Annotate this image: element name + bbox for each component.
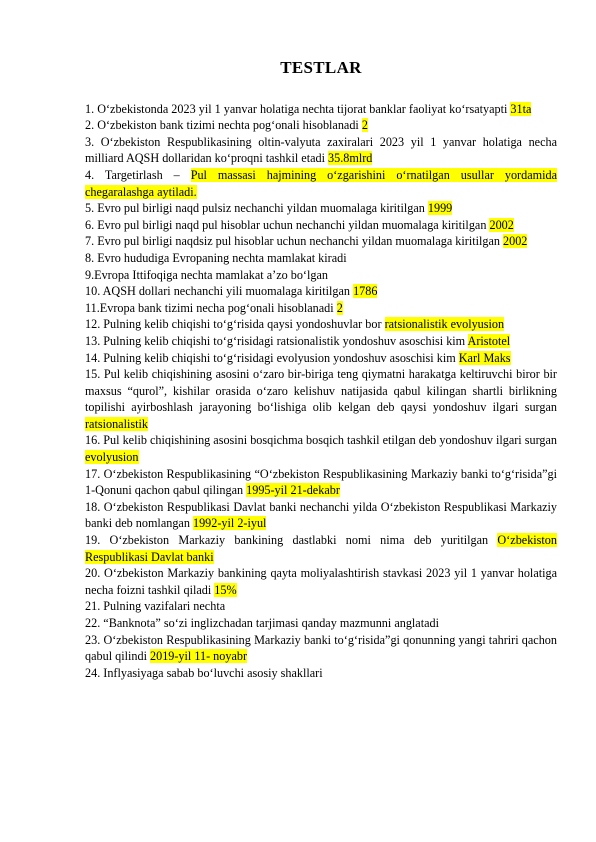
question-item [85,283,557,300]
question-text: 6. Evro pul birligi naqd pul hisoblar uchun nechanchi yildan muomalaga kiritilgan [85,217,490,232]
highlighted-answer: 15% [214,582,237,597]
question-item [85,333,557,350]
question-item [85,117,557,134]
question-text: 3. O‘zbekiston Respublikasining oltin-valyuta zaxiralari 2023 yil 1 yanvar holatiga necha milliard AQSH dollaridan ko‘proqni tashkil etadi [85,134,557,166]
highlighted-answer: 2 [361,118,368,133]
question-list [85,101,557,682]
question-text: 14. Pulning kelib chiqishi to‘g‘risidagi evolyusion yondoshuv asoschisi kim [85,350,459,365]
question-text: 23. O‘zbekiston Respublikasining Markaziy banki to‘g‘risida”gi qonunning yangi tahriri qachon qabul qilindi [85,632,557,664]
question-item [85,615,557,632]
question-text: 18. O‘zbekiston Respublikasi Davlat banki nechanchi yilda O‘zbekiston Respublikasi Markaziy banki deb nomlangan [85,499,557,531]
question-item [85,665,557,682]
highlighted-answer: Pul massasi hajmining o‘zgarishini o‘rnatilgan usullar yordamida chegaralashga aytiladi. [85,167,557,199]
question-item [85,499,557,532]
question-item [85,598,557,615]
question-text: 8. Evro hududiga Evropaning nechta mamlakat kiradi [85,250,347,265]
question-text: 11.Evropa bank tizimi necha pog‘onali hisoblanadi [85,300,337,315]
question-text: 19. O‘zbekiston Markaziy bankining dastlabki nomi nima deb yuritilgan [85,533,498,548]
question-item [85,350,557,367]
question-item [85,101,557,118]
highlighted-answer: 2002 [503,234,528,249]
question-item [85,432,557,465]
highlighted-answer: 35.8mlrd [328,151,373,166]
question-text: 24. Inflyasiyaga sabab bo‘luvchi asosiy shakllari [85,665,323,680]
question-text: 10. AQSH dollari nechanchi yili muomalaga kiritilgan [85,284,354,299]
question-text: 12. Pulning kelib chiqishi to‘g‘risida qaysi yondoshuvlar bor [85,317,385,332]
question-text: 1. O‘zbekistonda 2023 yil 1 yanvar holatiga nechta tijorat banklar faoliyat ko‘rsatyapti [85,101,511,116]
question-text: 9.Evropa Ittifoqiga nechta mamlakat a’zo bo‘lgan [85,267,328,282]
question-text: 17. O‘zbekiston Respublikasining “O‘zbekiston Respublikasining Markaziy banki to‘g‘risida”gi 1-Qonuni qachon qabul qilingan [85,466,557,498]
highlighted-answer: 1995-yil 21-dekabr [246,483,340,498]
question-item [85,565,557,598]
highlighted-answer: 1992-yil 2-iyul [192,516,267,531]
question-item [85,532,557,565]
question-text: 2. O‘zbekiston bank tizimi nechta pog‘onali hisoblanadi [85,118,362,133]
question-text: 5. Evro pul birligi naqd pulsiz nechanchi yildan muomalaga kiritilgan [85,201,428,216]
question-text: 15. Pul kelib chiqishining asosini o‘zaro bir-biriga teng qiymatni harakatga keltiruvchi biror bir maxsus “qurol”, kishilar orasida o‘zaro kelishuv natijasida qabul kilingan shartli birlikning topilishi ayirboshlash jarayoning bo‘lishiga olib kelgan deb qaysi yondoshuv ilgari surgan [85,367,557,415]
highlighted-answer: 2002 [489,217,514,232]
page-title: TESTLAR [280,58,362,77]
question-item [85,300,557,317]
question-text: 7. Evro pul birligi naqdsiz pul hisoblar uchun nechanchi yildan muomalaga kiritilgan [85,234,504,249]
question-text: 20. O‘zbekiston Markaziy bankining qayta moliyalashtirish stavkasi 2023 yil 1 yanvar holatiga necha foizni tashkil qiladi [85,566,557,597]
question-text: 22. “Banknota” so‘zi inglizchadan tarjimasi qanday mazmunni anglatadi [85,616,439,630]
question-item [85,134,557,167]
question-item [85,233,557,250]
question-item [85,366,557,432]
question-item [85,316,557,333]
highlighted-answer: 1999 [427,201,453,216]
highlighted-answer: 1786 [353,284,378,299]
question-item [85,167,557,200]
highlighted-answer: Karl Maks [458,350,511,365]
highlighted-answer: Aristotel [467,333,511,348]
question-item [85,632,557,665]
highlighted-answer: 2 [336,300,343,315]
question-item [85,217,557,234]
highlighted-answer: O‘zbekiston Respublikasi Davlat banki [85,533,557,564]
highlighted-answer: ratsionalistik evolyusion [384,317,505,332]
question-text: 16. Pul kelib chiqishining asosini bosqichma bosqich tashkil etilgan deb yondoshuv ilgari surgan [85,433,557,448]
highlighted-answer: ratsionalistik [85,416,148,431]
question-item [85,466,557,499]
document-page [85,0,557,681]
question-item [85,250,557,267]
highlighted-answer: 31ta [510,101,532,116]
question-text: 21. Pulning vazifalari nechta [85,599,226,614]
highlighted-answer: evolyusion [85,450,139,465]
question-text: 4. Targetirlash – [85,167,191,182]
question-item [85,267,557,284]
highlighted-answer: 2019-yil 11- noyabr [150,649,248,664]
question-item [85,200,557,217]
question-text: 13. Pulning kelib chiqishi to‘g‘risidagi ratsionalistik yondoshuv asoschisi kim [85,333,468,348]
